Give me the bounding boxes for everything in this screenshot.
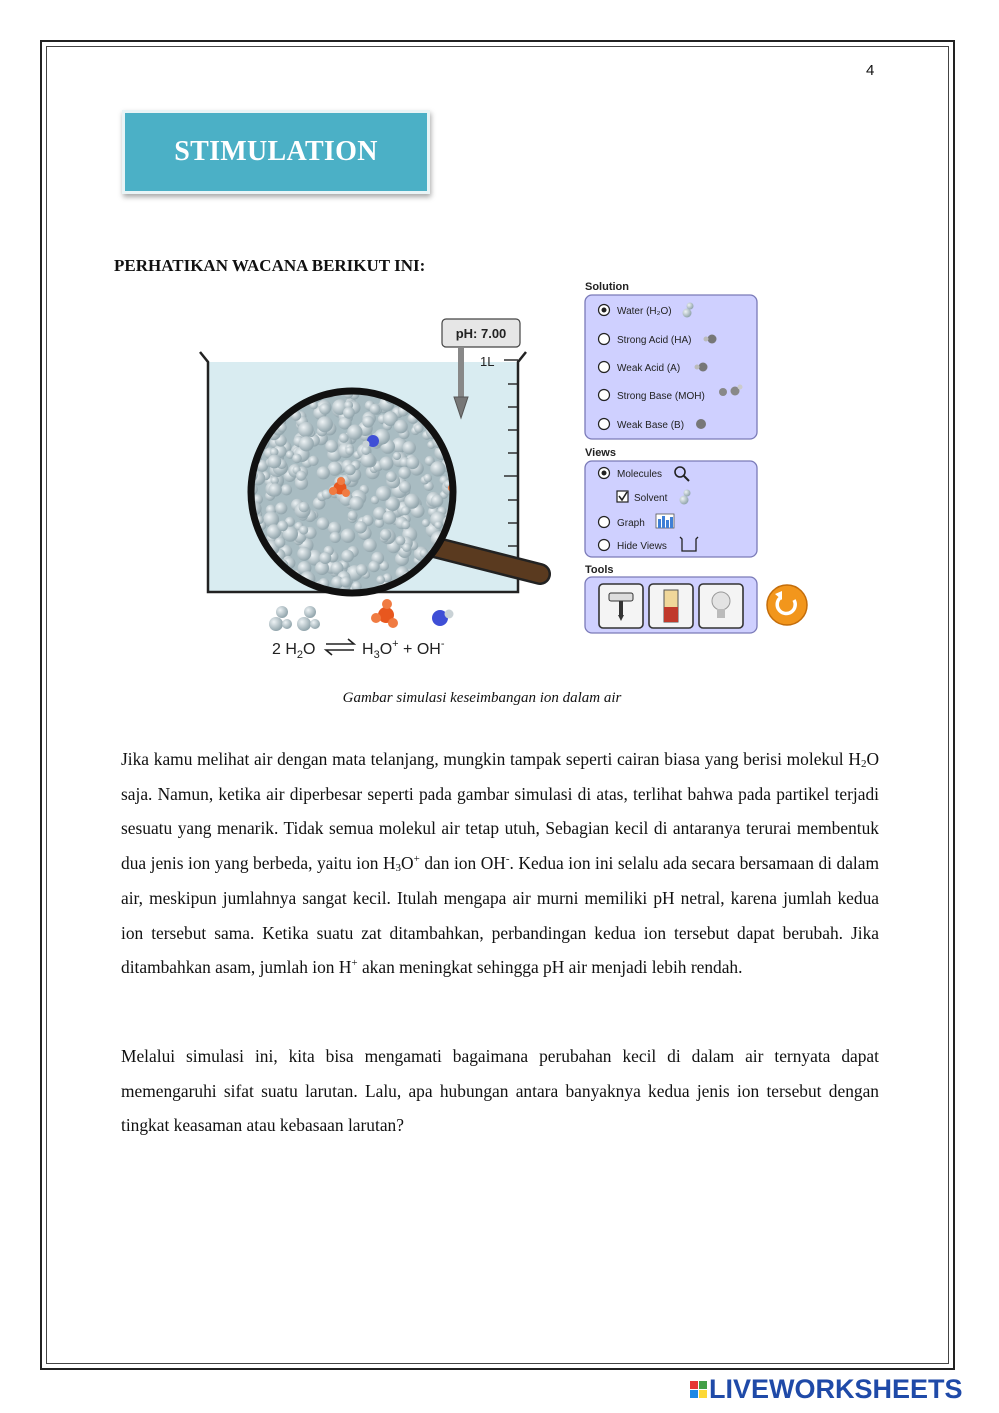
water-molecule-bubble (299, 502, 310, 513)
simulation-svg (190, 278, 830, 668)
water-molecule-bubble (339, 433, 349, 443)
water-molecule-bubble (341, 529, 355, 543)
water-molecule-bubble (308, 456, 318, 466)
view-option-solvent-label: Solvent (634, 493, 668, 504)
paragraph-1: Jika kamu melihat air dengan mata telanjang, mungkin tampak seperti cairan biasa yang berisi molekul H2O saja. Namun, ketika air diperbesar seperti pada gambar simulasi di atas, terlihat bahwa pada partikel terjadi sesuatu yang menarik. Tidak semua molekul air tetap utuh, Sebagian kecil di antaranya terurai membentuk dua jenis ion yang berbeda, yaitu ion H3O+ dan ion OH-. Kedua ion ini selalu ada secara bersamaan di dalam air, meskipun jumlahnya sangat kecil. Itulah mengapa air murni memiliki pH netral, karena jumlah kedua ion tersebut sama. Ketika suatu zat ditambahkan, perbandingan kedua ion tersebut dapat berubah. Jika ditambahkan asam, jumlah ion H+ akan meningkat sehingga pH air menjadi lebih rendah. (121, 749, 879, 978)
solution-option-water-label: Water (H₂O) (617, 306, 672, 317)
view-option-graph-label: Graph (617, 518, 645, 529)
water-molecule-bubble (386, 471, 397, 482)
water-molecule-bubble (424, 474, 433, 483)
water-molecule-bubble (399, 481, 411, 493)
water-molecule-bubble (379, 457, 393, 471)
water-molecule-bubble (376, 486, 391, 501)
bar-chart-icon (656, 514, 674, 528)
water-molecule-bubble (361, 453, 376, 468)
water-molecule-bubble (402, 543, 411, 552)
title-banner (122, 110, 430, 194)
equilibrium-products: $H_3O^+ + OH^-$ (362, 638, 445, 661)
water-molecule-bubble (345, 446, 354, 455)
water-molecule-bubble (275, 502, 287, 514)
water-molecule-bubble (299, 436, 314, 451)
water-molecule-bubble (403, 441, 416, 454)
equation-hydronium (371, 599, 398, 628)
ph-readout: pH: 7.00 (455, 326, 507, 341)
views-panel (585, 461, 757, 557)
equilibrium-equation: 2 $H_2O$ (272, 641, 316, 661)
water-molecule-bubble (319, 552, 331, 564)
water-molecule-bubble (349, 496, 363, 510)
ph-paper-icon (664, 590, 678, 622)
page-number: 4 (866, 62, 875, 79)
water-molecule-bubble (296, 471, 306, 481)
water-molecule-bubble (275, 537, 286, 548)
tool-lightbulb-button[interactable] (699, 584, 743, 628)
water-molecule-bubble (317, 466, 330, 479)
water-molecule-bubble (368, 561, 379, 572)
water-molecule-bubble (292, 454, 302, 464)
water-molecule-bubble (355, 521, 367, 533)
liveworksheets-logo (690, 1374, 963, 1404)
water-molecule-bubble (393, 452, 401, 460)
water-molecule-bubble (406, 456, 419, 469)
paragraph-2: Melalui simulasi ini, kita bisa mengamati bagaimana perubahan kecil di dalam air ternyata dapat memengaruhi sifat suatu larutan. Lalu, apa hubungan antara banyaknya kedua jenis ion tersebut dengan tingkat keasaman atau kebasaan larutan? (121, 1046, 879, 1136)
water-molecule-bubble (298, 422, 313, 437)
section-heading: PERHATIKAN WACANA BERIKUT INI: (114, 256, 426, 275)
water-molecule-bubble (394, 420, 408, 434)
title-banner-text: STIMULATION (174, 136, 378, 167)
simulation-image (190, 278, 830, 673)
water-molecule-bubble (356, 564, 368, 576)
water-molecule-bubble (297, 547, 311, 561)
water-molecule-bubble (401, 521, 410, 530)
water-molecule-bubble (281, 484, 292, 495)
water-molecule-bubble (268, 483, 281, 496)
tool-ph-meter-button[interactable] (599, 584, 643, 628)
equation-water-molecules (269, 606, 320, 631)
view-option-hide-views-label: Hide Views (617, 541, 667, 552)
reset-button[interactable] (767, 585, 807, 625)
figure-caption: Gambar simulasi keseimbangan ion dalam air (342, 690, 622, 706)
water-molecule-bubble (422, 519, 430, 527)
solution-option-strong-acid-label: Strong Acid (HA) (617, 335, 692, 346)
water-molecule-bubble (401, 506, 410, 515)
liveworksheets-logo-mark (690, 1381, 707, 1398)
water-molecule-bubble (317, 416, 333, 432)
liveworksheets-logo-text: LIVEWORKSHEETS (709, 1373, 963, 1404)
water-molecule-bubble (414, 424, 423, 433)
water-molecule-bubble (343, 407, 355, 419)
water-molecule-bubble (325, 440, 338, 453)
water-molecule-bubble (341, 550, 354, 563)
water-molecule-bubble (430, 461, 445, 476)
water-molecule-bubble (362, 416, 374, 428)
tools-panel-title: Tools (585, 564, 614, 576)
water-molecule-bubble (383, 511, 396, 524)
water-molecule-bubble (348, 511, 358, 521)
water-molecule-bubble (299, 526, 308, 535)
water-molecule-bubble (431, 495, 443, 507)
water-molecule-bubble (347, 425, 362, 440)
equilibrium-arrows (326, 639, 354, 655)
solution-option-strong-base-label: Strong Base (MOH) (617, 391, 705, 402)
water-molecule-bubble (376, 575, 385, 584)
water-molecule-bubble (317, 517, 330, 530)
water-molecule-bubble (363, 539, 377, 553)
water-molecule-bubble (268, 455, 282, 469)
water-molecule-bubble (398, 467, 410, 479)
water-molecule-bubble (345, 464, 356, 475)
equation-hydroxide (432, 610, 454, 627)
solution-option-weak-base-label: Weak Base (B) (617, 420, 685, 431)
views-panel-title: Views (585, 447, 616, 459)
water-molecule-bubble (319, 403, 330, 414)
water-molecule-bubble (330, 532, 341, 543)
tool-conductivity-button[interactable] (649, 584, 693, 628)
water-molecule-bubble (370, 404, 381, 415)
view-option-molecules-label: Molecules (617, 469, 663, 480)
solution-option-weak-acid-label: Weak Acid (A) (617, 363, 681, 374)
water-molecule-bubble (380, 529, 391, 540)
volume-label: 1L (480, 354, 495, 369)
water-molecule-bubble (277, 521, 288, 532)
water-molecule-bubble (340, 576, 351, 587)
water-molecule-bubble (434, 521, 442, 529)
solution-panel-title: Solution (585, 281, 629, 293)
